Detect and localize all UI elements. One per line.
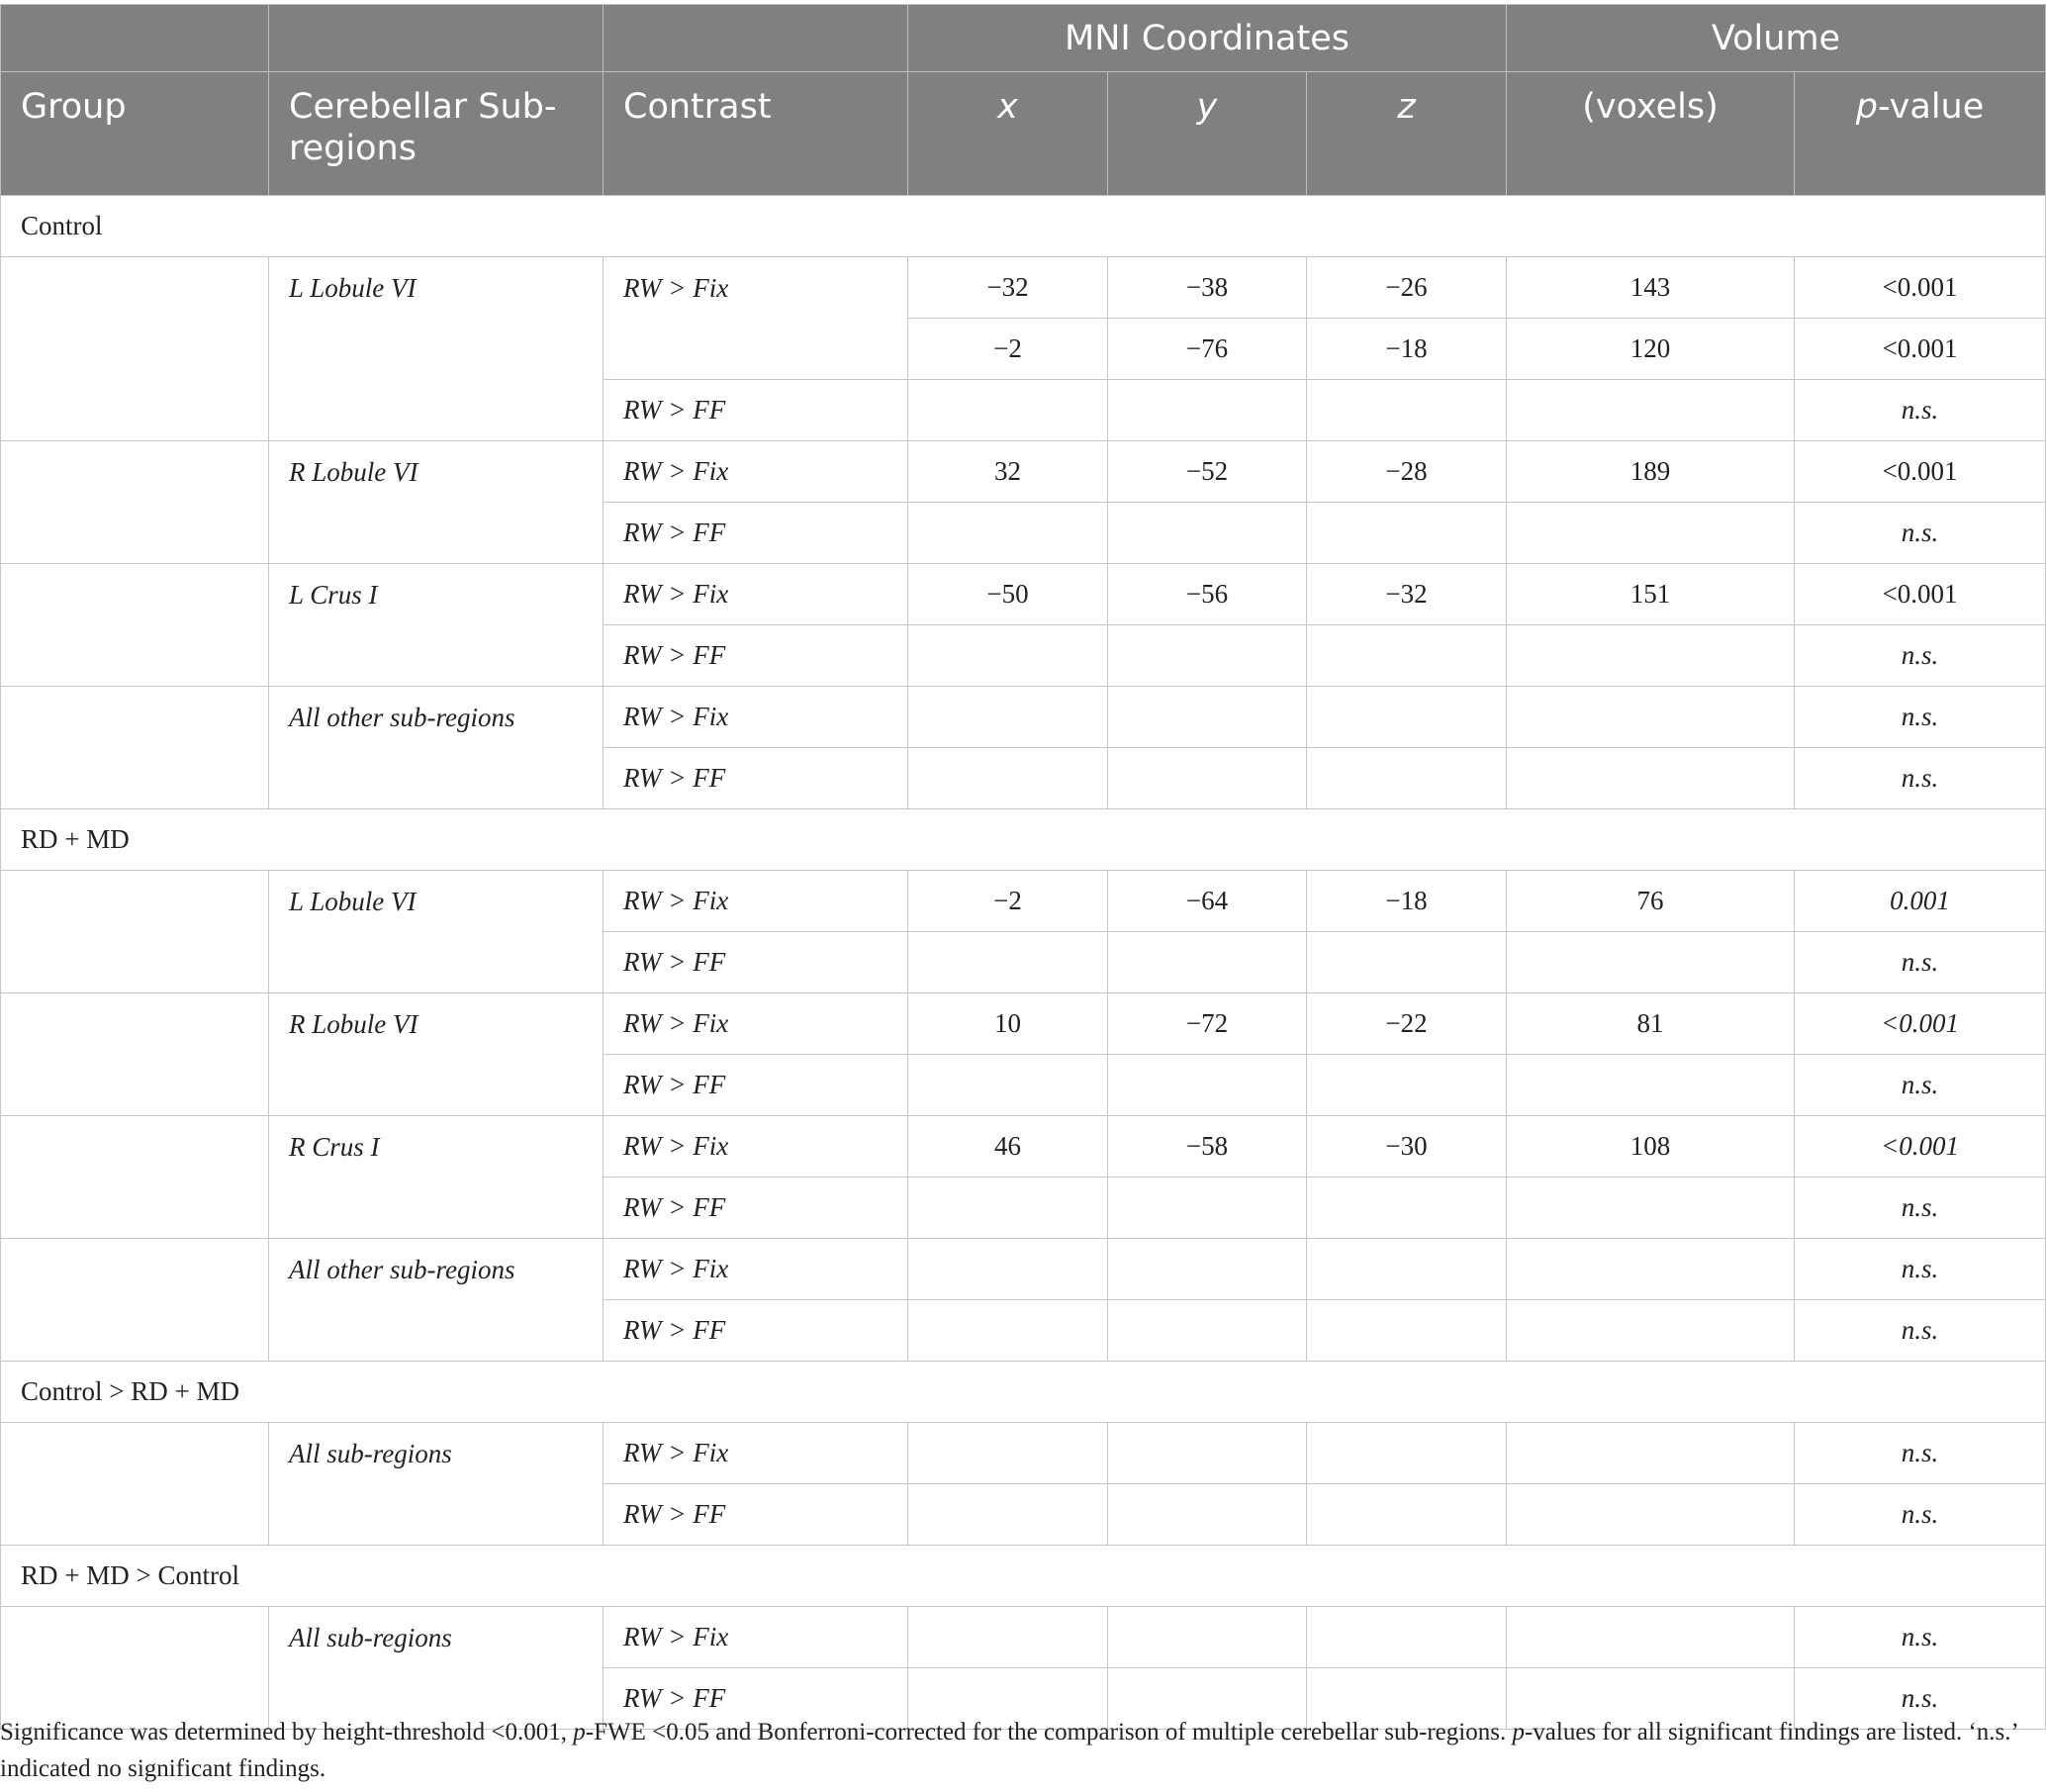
value-y-cell: −52	[1108, 441, 1307, 503]
table-header	[1, 5, 2046, 196]
header-voxels: (voxels)	[1507, 72, 1795, 196]
p-value-cell: n.s.	[1795, 503, 2046, 564]
value-z-cell: −18	[1307, 319, 1507, 380]
footnote-italic: p	[573, 1719, 586, 1745]
header-y-label: y	[1196, 87, 1218, 127]
subregion-name: All sub-regions	[269, 1607, 604, 1730]
p-value-cell: <0.001	[1795, 257, 2046, 319]
group-spacer-cell	[1, 1607, 269, 1730]
value-z-cell	[1307, 1239, 1507, 1300]
table-row	[1, 1116, 2046, 1178]
group-row	[1, 1546, 2046, 1607]
group-spacer-cell	[1, 564, 269, 687]
contrast-cell: RW > FF	[604, 932, 908, 993]
value-x-cell: −32	[908, 257, 1108, 319]
value-z-cell: −32	[1307, 564, 1507, 625]
header-row-1	[1, 5, 2046, 72]
value-x-cell: −2	[908, 319, 1108, 380]
table-row	[1, 1239, 2046, 1300]
table-row	[1, 564, 2046, 625]
contrast-cell: RW > FF	[604, 1300, 908, 1362]
value-vol-cell: 108	[1507, 1116, 1795, 1178]
value-vol-cell: 81	[1507, 993, 1795, 1055]
header-empty-cell	[1, 5, 269, 72]
header-p-italic: p	[1855, 87, 1878, 127]
value-x-cell	[908, 932, 1108, 993]
value-x-cell	[908, 748, 1108, 809]
contrast-cell: RW > FF	[604, 1178, 908, 1239]
value-x-cell	[908, 1607, 1108, 1668]
value-vol-cell: 151	[1507, 564, 1795, 625]
header-z-label: z	[1397, 87, 1416, 127]
table-row	[1, 871, 2046, 932]
group-spacer-cell	[1, 687, 269, 809]
results-table-container	[0, 4, 2046, 1730]
group-spacer-cell	[1, 871, 269, 993]
value-y-cell	[1108, 1055, 1307, 1116]
value-x-cell	[908, 1178, 1108, 1239]
header-z	[1307, 72, 1507, 196]
p-value-cell: n.s.	[1795, 748, 2046, 809]
value-vol-cell	[1507, 1055, 1795, 1116]
subregion-name: L Lobule VI	[269, 871, 604, 993]
value-vol-cell: 143	[1507, 257, 1795, 319]
value-vol-cell	[1507, 1607, 1795, 1668]
table-row	[1, 993, 2046, 1055]
value-vol-cell	[1507, 932, 1795, 993]
contrast-cell: RW > FF	[604, 1484, 908, 1546]
value-vol-cell	[1507, 625, 1795, 687]
subregion-name: All sub-regions	[269, 1423, 604, 1546]
value-x-cell	[908, 1423, 1108, 1484]
value-y-cell: −38	[1108, 257, 1307, 319]
subregion-name: R Crus I	[269, 1116, 604, 1239]
value-vol-cell	[1507, 1239, 1795, 1300]
value-y-cell	[1108, 1178, 1307, 1239]
subregion-name: L Crus I	[269, 564, 604, 687]
header-x	[908, 72, 1108, 196]
p-value-cell: n.s.	[1795, 1300, 2046, 1362]
value-y-cell	[1108, 1300, 1307, 1362]
header-mni-coordinates: MNI Coordinates	[908, 5, 1507, 72]
header-subregions: Cerebellar Sub-regions	[269, 72, 604, 196]
header-x-label: x	[997, 87, 1018, 127]
value-y-cell: −72	[1108, 993, 1307, 1055]
group-row	[1, 809, 2046, 871]
p-value-cell: <0.001	[1795, 1116, 2046, 1178]
group-spacer-cell	[1, 1239, 269, 1362]
p-value-cell: n.s.	[1795, 932, 2046, 993]
table-footnote	[0, 1714, 2038, 1787]
value-x-cell	[908, 380, 1108, 441]
value-x-cell: 46	[908, 1116, 1108, 1178]
group-spacer-cell	[1, 993, 269, 1116]
value-z-cell	[1307, 687, 1507, 748]
value-vol-cell: 189	[1507, 441, 1795, 503]
value-z-cell	[1307, 503, 1507, 564]
value-x-cell	[908, 1484, 1108, 1546]
value-vol-cell	[1507, 1178, 1795, 1239]
subregion-name: R Lobule VI	[269, 441, 604, 564]
value-y-cell	[1108, 687, 1307, 748]
value-x-cell	[908, 625, 1108, 687]
p-value-cell: n.s.	[1795, 1178, 2046, 1239]
value-x-cell	[908, 687, 1108, 748]
value-z-cell	[1307, 1055, 1507, 1116]
value-z-cell	[1307, 748, 1507, 809]
contrast-cell: RW > Fix	[604, 1423, 908, 1484]
group-spacer-cell	[1, 257, 269, 441]
footnote-text: -values for all significant findings are listed. ‘n.s.’ indicated no significant findings.	[0, 1719, 2017, 1782]
contrast-cell: RW > FF	[604, 625, 908, 687]
footnote-italic: p	[1512, 1719, 1525, 1745]
value-vol-cell	[1507, 380, 1795, 441]
value-y-cell	[1108, 625, 1307, 687]
subregion-name: All other sub-regions	[269, 687, 604, 809]
value-x-cell	[908, 1239, 1108, 1300]
contrast-cell: RW > FF	[604, 380, 908, 441]
contrast-cell: RW > Fix	[604, 1607, 908, 1668]
p-value-cell: n.s.	[1795, 1423, 2046, 1484]
value-vol-cell	[1507, 503, 1795, 564]
p-value-cell: <0.001	[1795, 564, 2046, 625]
header-empty-cell	[269, 5, 604, 72]
subregion-name: All other sub-regions	[269, 1239, 604, 1362]
value-vol-cell	[1507, 1423, 1795, 1484]
p-value-cell: <0.001	[1795, 319, 2046, 380]
results-table	[0, 4, 2046, 1730]
group-spacer-cell	[1, 1116, 269, 1239]
p-value-cell: n.s.	[1795, 1484, 2046, 1546]
p-value-cell: n.s.	[1795, 687, 2046, 748]
header-row-2	[1, 72, 2046, 196]
value-y-cell: −58	[1108, 1116, 1307, 1178]
value-z-cell: −22	[1307, 993, 1507, 1055]
value-y-cell	[1108, 1423, 1307, 1484]
header-p-rest: -value	[1877, 87, 1985, 127]
table-row	[1, 257, 2046, 319]
value-z-cell	[1307, 625, 1507, 687]
footnote-text: -FWE <0.05 and Bonferroni-corrected for the comparison of multiple cerebellar sub-regions.	[585, 1719, 1513, 1745]
p-value-cell: 0.001	[1795, 871, 2046, 932]
value-vol-cell	[1507, 1300, 1795, 1362]
value-z-cell: −28	[1307, 441, 1507, 503]
p-value-cell: <0.001	[1795, 441, 2046, 503]
group-row	[1, 196, 2046, 257]
value-y-cell: −76	[1108, 319, 1307, 380]
p-value-cell: n.s.	[1795, 625, 2046, 687]
value-x-cell: −2	[908, 871, 1108, 932]
value-y-cell	[1108, 1239, 1307, 1300]
value-x-cell: −50	[908, 564, 1108, 625]
group-name: RD + MD	[1, 809, 2046, 871]
table-body	[1, 196, 2046, 1730]
value-vol-cell	[1507, 1484, 1795, 1546]
value-y-cell	[1108, 503, 1307, 564]
value-z-cell: −18	[1307, 871, 1507, 932]
contrast-cell: RW > Fix	[604, 687, 908, 748]
contrast-cell: RW > Fix	[604, 871, 908, 932]
value-y-cell	[1108, 1607, 1307, 1668]
value-z-cell	[1307, 1178, 1507, 1239]
contrast-cell: RW > FF	[604, 748, 908, 809]
p-value-cell: <0.001	[1795, 993, 2046, 1055]
table-row	[1, 687, 2046, 748]
group-name: RD + MD > Control	[1, 1546, 2046, 1607]
subregion-name: R Lobule VI	[269, 993, 604, 1116]
value-z-cell: −26	[1307, 257, 1507, 319]
value-z-cell	[1307, 1423, 1507, 1484]
value-y-cell	[1108, 380, 1307, 441]
group-name: Control	[1, 196, 2046, 257]
value-y-cell	[1108, 932, 1307, 993]
contrast-cell: RW > FF	[604, 1055, 908, 1116]
header-y	[1108, 72, 1307, 196]
contrast-cell: RW > Fix	[604, 564, 908, 625]
contrast-cell: RW > FF	[604, 1668, 908, 1730]
value-y-cell: −56	[1108, 564, 1307, 625]
p-value-cell: n.s.	[1795, 380, 2046, 441]
group-spacer-cell	[1, 441, 269, 564]
value-vol-cell: 120	[1507, 319, 1795, 380]
table-row	[1, 441, 2046, 503]
p-value-cell: n.s.	[1795, 1239, 2046, 1300]
value-vol-cell	[1507, 748, 1795, 809]
footnote-text: Significance was determined by height-threshold <0.001,	[0, 1719, 574, 1745]
value-x-cell: 32	[908, 441, 1108, 503]
value-x-cell	[908, 503, 1108, 564]
value-z-cell	[1307, 1607, 1507, 1668]
contrast-cell: RW > Fix	[604, 257, 908, 380]
header-contrast: Contrast	[604, 72, 908, 196]
contrast-cell: RW > Fix	[604, 1239, 908, 1300]
subregion-name: L Lobule VI	[269, 257, 604, 441]
contrast-cell: RW > Fix	[604, 441, 908, 503]
value-z-cell	[1307, 932, 1507, 993]
value-x-cell	[908, 1300, 1108, 1362]
contrast-cell: RW > Fix	[604, 993, 908, 1055]
value-x-cell: 10	[908, 993, 1108, 1055]
contrast-cell: RW > Fix	[604, 1116, 908, 1178]
table-row	[1, 1607, 2046, 1668]
header-p-value	[1795, 72, 2046, 196]
value-z-cell: −30	[1307, 1116, 1507, 1178]
value-y-cell	[1108, 748, 1307, 809]
value-z-cell	[1307, 1484, 1507, 1546]
p-value-cell: n.s.	[1795, 1607, 2046, 1668]
table-row	[1, 1423, 2046, 1484]
p-value-cell: n.s.	[1795, 1055, 2046, 1116]
header-volume: Volume	[1507, 5, 2046, 72]
group-name: Control > RD + MD	[1, 1362, 2046, 1423]
value-vol-cell	[1507, 687, 1795, 748]
header-group: Group	[1, 72, 269, 196]
value-x-cell	[908, 1055, 1108, 1116]
group-spacer-cell	[1, 1423, 269, 1546]
contrast-cell: RW > FF	[604, 503, 908, 564]
value-z-cell	[1307, 380, 1507, 441]
value-vol-cell: 76	[1507, 871, 1795, 932]
value-y-cell	[1108, 1484, 1307, 1546]
header-empty-cell	[604, 5, 908, 72]
value-z-cell	[1307, 1300, 1507, 1362]
group-row	[1, 1362, 2046, 1423]
p-value-cell: n.s.	[1795, 1668, 2046, 1730]
value-y-cell: −64	[1108, 871, 1307, 932]
